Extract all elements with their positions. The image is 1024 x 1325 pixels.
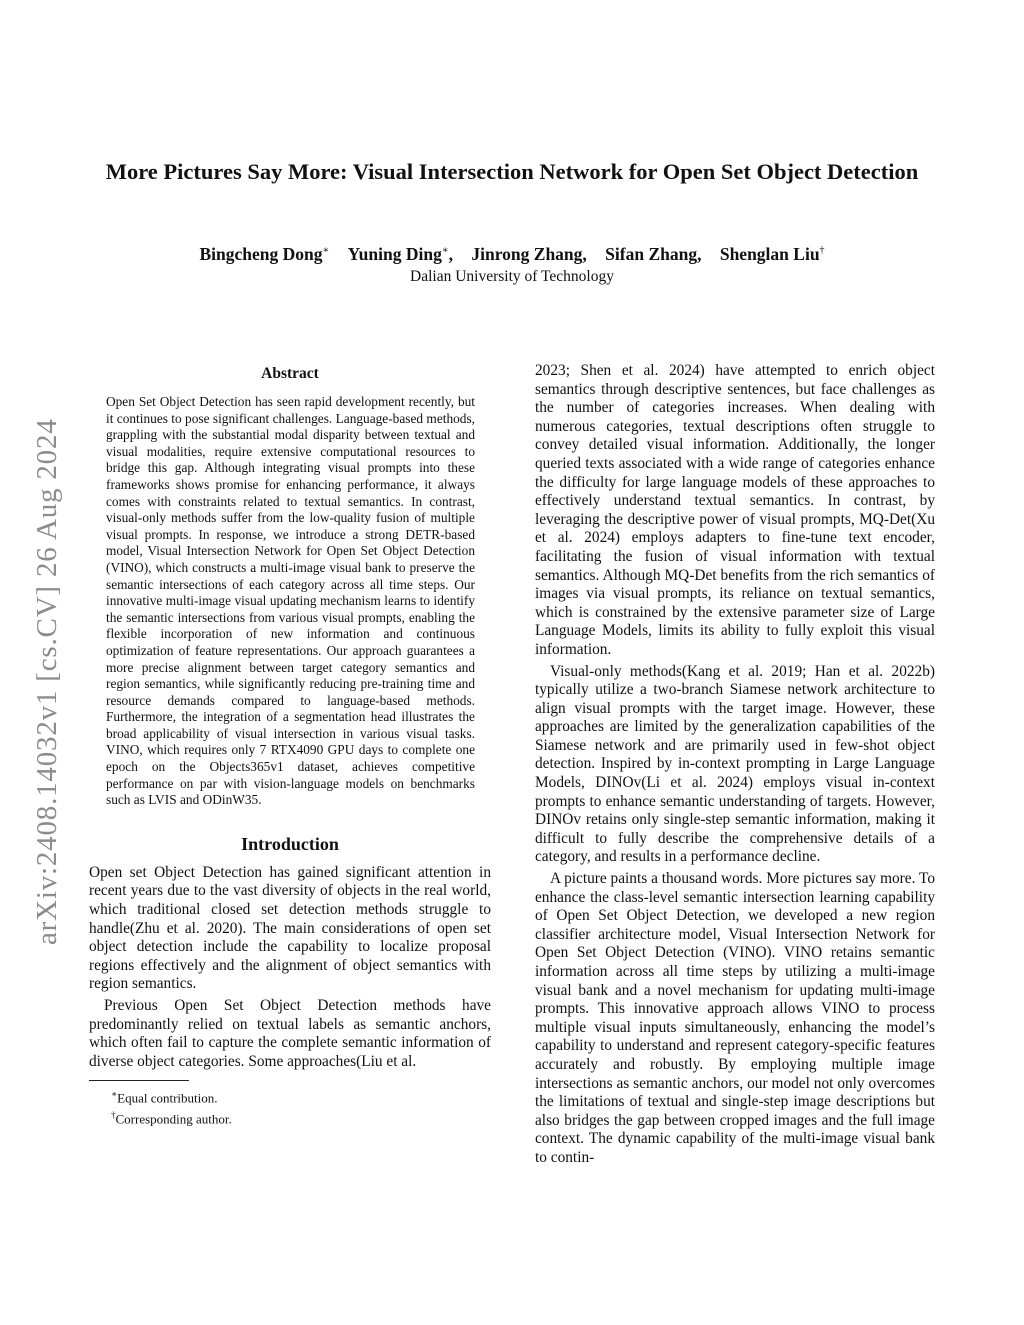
- author-name: Jinrong Zhang: [471, 243, 583, 264]
- author-mark: ∗: [441, 245, 449, 256]
- author-mark: ∗: [322, 245, 330, 256]
- left-column: [89, 362, 491, 1127]
- footnote-corresponding-author: [89, 1107, 491, 1127]
- author-3: [471, 244, 586, 264]
- intro-paragraph-4: Visual-only methods(Kang et al. 2019; Han et al. 2022b) typically utilize a two-branch Siamese network architecture to align visual prompts with the target image. However, these approaches are limited by the generalization capabilities of the Siamese network and are primarily used in few-shot object detection. Inspired by in-context prompting in Large Language Models, DINOv(Li et al. 2024) employs visual in-context prompts to enhance semantic understanding of targets. However, DINOv retains only single-step semantic information, making it difficult to fully describe the comprehensive details of a category, and results in a performance decline.: [535, 662, 935, 866]
- author-list: [100, 240, 924, 265]
- footnote-mark: †: [111, 1109, 116, 1120]
- abstract-heading: Abstract: [261, 365, 319, 382]
- author-4: [605, 244, 701, 264]
- footnote-text: Corresponding author.: [115, 1111, 232, 1127]
- author-5: [720, 244, 825, 264]
- introduction-heading: Introduction: [241, 833, 339, 854]
- intro-paragraph-3: 2023; Shen et al. 2024) have attempted to enrich object semantics through descriptive sentences, but face challenges as the number of categories increases. When dealing with numerous categories, textual descriptions often struggle to convey detailed visual information. Additionally, the longer queried texts associated with a wide range of categories enhance the difficulty for large language models of these approaches to effectively understand textual semantics. In contrast, by leveraging the descriptive power of visual prompts, MQ-Det(Xu et al. 2024) employs adapters to fine-tune text encoder, facilitating the fusion of visual information with textual semantics. Although MQ-Det benefits from the rich semantics of images via visual prompts, its reliance on textual semantics, which is constrained by the extensive parameter size of Large Language Models, limits its ability to fully exploit this visual information.: [535, 362, 935, 658]
- author-separator: ,: [697, 243, 702, 264]
- author-name: Shenglan Liu: [719, 243, 820, 264]
- footnote-rule: [89, 1080, 189, 1081]
- author-separator: ,: [448, 243, 453, 264]
- author-name: Bingcheng Dong: [199, 243, 323, 264]
- author-mark: †: [819, 245, 825, 256]
- paper-title: More Pictures Say More: Visual Intersection Network for Open Set Object Detection: [105, 159, 919, 184]
- author-name: Yuning Ding: [347, 243, 442, 264]
- arxiv-identifier-stamp[interactable]: arXiv:2408.14032v1 [cs.CV] 26 Aug 2024: [31, 418, 63, 945]
- footnote-text: Equal contribution.: [117, 1090, 218, 1106]
- author-2: [348, 244, 453, 264]
- affiliation: Dalian University of Technology: [410, 268, 614, 285]
- author-1: [199, 244, 329, 264]
- author-separator: ,: [582, 243, 587, 264]
- intro-paragraph-1: Open set Object Detection has gained significant attention in recent years due to the vast diversity of objects in the real world, which traditional closed set detection methods struggle to handle(Zhu et al. 2020). The main considerations of open set object detection include the capability to localize proposal regions effectively and the alignment of object semantics with region semantics.: [89, 863, 491, 993]
- right-column: [535, 362, 935, 1168]
- footnote-mark: ∗: [111, 1089, 118, 1100]
- intro-paragraph-5: A picture paints a thousand words. More pictures say more. To enhance the class-level semantic intersection learning capability of Open Set Object Detection, we developed a new region classifier architecture model, Visual Intersection Network for Open Set Object Detection (VINO). VINO retains semantic information across all time steps by utilizing a multi-image visual bank and a novel mechanism for updating multi-image prompts. This innovative approach allows VINO to process multiple visual inputs simultaneously, enhancing the model’s capability to understand and represent category-specific features accurately and robustly. By employing multiple image intersections as semantic anchors, our model not only overcomes the limitations of textual and single-step image descriptions but also bridges the gap between cropped images and the full image context. The dynamic capability of the multi-image visual bank to contin-: [535, 870, 935, 1166]
- author-name: Sifan Zhang: [605, 243, 698, 264]
- intro-paragraph-2: Previous Open Set Object Detection methods have predominantly relied on textual labels as semantic anchors, which often fail to capture the complete semantic information of diverse object categories. Some approaches(Liu et al.: [89, 997, 491, 1070]
- abstract-text: Open Set Object Detection has seen rapid development recently, but it continues to pose significant challenges. Language-based methods, grappling with the substantial modal disparity between textual and visual modalities, require extensive computational resources to bridge this gap. Although integrating visual prompts into these frameworks shows promise for enhancing performance, it always comes with constraints related to textual semantics. In contrast, visual-only methods suffer from the low-quality fusion of multiple visual prompts. In response, we introduce a strong DETR-based model, Visual Intersection Network for Open Set Object Detection (VINO), which constructs a multi-image visual bank to preserve the semantic intersections of each category across all time steps. Our innovative multi-image visual updating mechanism learns to identify the semantic intersections from various visual prompts, enabling the flexible incorporation of new information and continuous optimization of feature representations. Our approach guarantees a more precise alignment between target category semantics and region semantics, while significantly reducing pre-training time and resource demands compared to language-based methods. Furthermore, the integration of a segmentation head illustrates the broad applicability of visual intersection in various visual tasks. VINO, which requires only 7 RTX4090 GPU days to complete one epoch on the Objects365v1 dataset, achieves competitive performance on par with vision-language models on benchmarks such as LVIS and ODinW35.: [106, 394, 475, 808]
- footnote-equal-contribution: [89, 1086, 491, 1106]
